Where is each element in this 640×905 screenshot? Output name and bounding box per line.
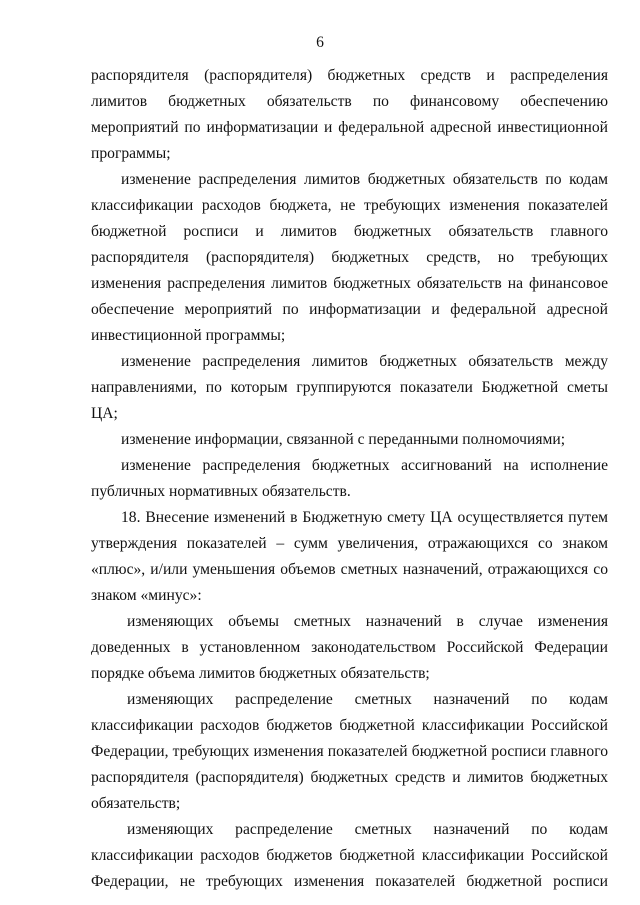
paragraph-budget-limits-directions: изменение распределения лимитов бюджетных обязательств между направлениями, по которым группируются показатели Бюджетной сметы ЦА;	[91, 353, 608, 422]
page-number: 6	[316, 34, 324, 51]
paragraph-public-obligations: изменение распределения бюджетных ассигнований на исполнение публичных нормативных обязательств.	[91, 457, 608, 500]
paragraph-continuation: распорядителя (распорядителя) бюджетных средств и распределения лимитов бюджетных обязательств по финансовому обеспечению мероприятий по информатизации и федеральной адресной инвестиционной программы;	[91, 67, 608, 162]
paragraph-changing-distribution-required: изменяющих распределение сметных назначений по кодам классификации расходов бюджетов бюджетной классификации Российской Федерации, требующих изменения показателей бюджетной росписи главного распорядителя (распорядителя) бюджетных средств и лимитов бюджетных обязательств;	[91, 691, 608, 812]
paragraph-delegated-powers: изменение информации, связанной с переданными полномочиями;	[121, 431, 566, 448]
document-body	[91, 63, 608, 895]
paragraph-changing-volumes: изменяющих объемы сметных назначений в случае изменения доведенных в установленном законодательством Российской Федерации порядке объема лимитов бюджетных обязательств;	[91, 613, 608, 682]
paragraph-budget-limits-codes: изменение распределения лимитов бюджетных обязательств по кодам классификации расходов бюджета, не требующих изменения показателей бюджетной росписи и лимитов бюджетных обязательств главного распорядителя (распорядителя) бюджетных средств, но требующих изменения распределения лимитов бюджетных обязательств на финансовое обеспечение мероприятий по информатизации и федеральной адресной инвестиционной программы;	[91, 171, 608, 344]
paragraph-item-18: 18. Внесение изменений в Бюджетную смету ЦА осуществляется путем утверждения показателей – сумм увеличения, отражающихся со знаком «плюс», и/или уменьшения объемов сметных назначений, отражающихся со знаком «минус»:	[91, 509, 608, 604]
paragraph-changing-distribution-not-required: изменяющих распределение сметных назначений по кодам классификации расходов бюджетов бюджетной классификации Российской Федерации, не требующих изменения показателей бюджетной росписи	[91, 821, 608, 890]
